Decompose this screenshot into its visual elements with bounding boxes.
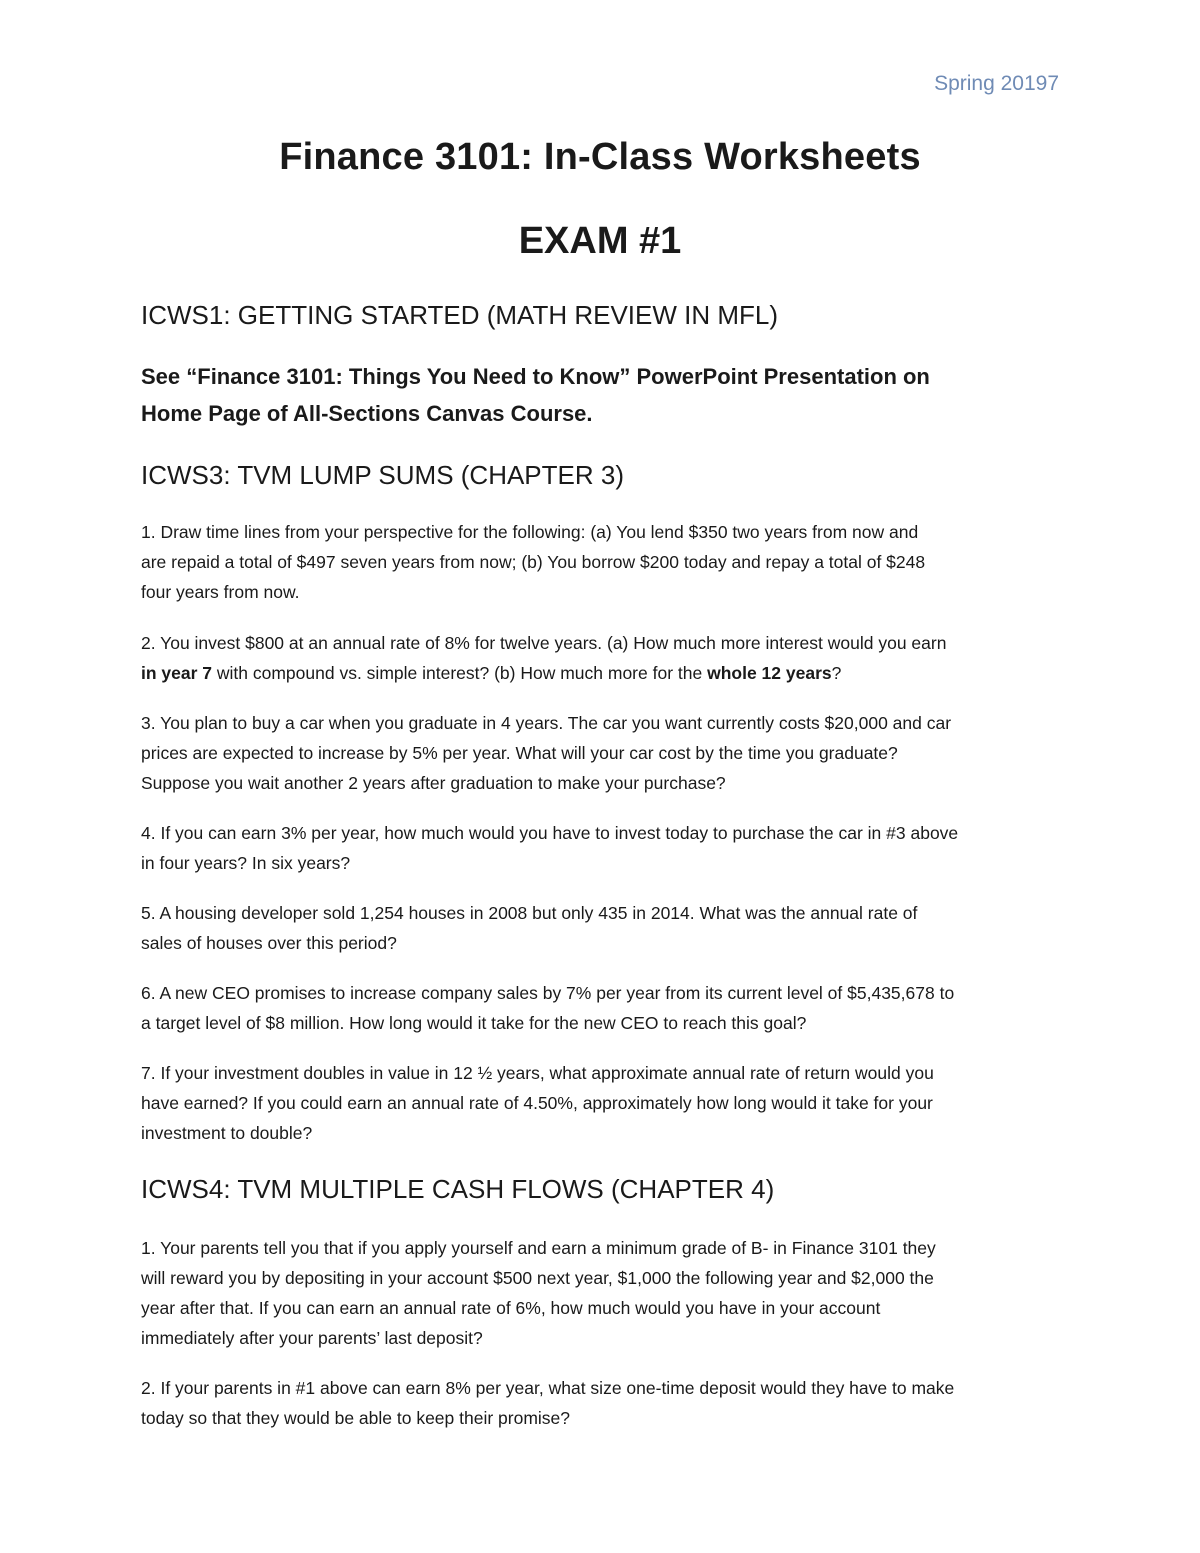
icws3-question-2 — [141, 628, 1061, 688]
question-line: immediately after your parents’ last deposit? — [141, 1328, 483, 1348]
question-line: year after that. If you can earn an annual rate of 6%, how much would you have in your account — [141, 1298, 881, 1318]
icws3-question-6 — [141, 978, 1061, 1038]
question-line — [141, 658, 1061, 688]
question-line: 1. Draw time lines from your perspective for the following: (a) You lend $350 two years from now and — [141, 522, 919, 542]
question-line: four years from now. — [141, 582, 300, 602]
question-line: prices are expected to increase by 5% per year. What will your car cost by the time you graduate? — [141, 743, 898, 763]
question-line: 3. You plan to buy a car when you graduate in 4 years. The car you want currently costs $20,000 and car — [141, 713, 952, 733]
icws1-body — [141, 358, 1061, 432]
question-line: sales of houses over this period? — [141, 933, 397, 953]
question-line: 4. If you can earn 3% per year, how much would you have to invest today to purchase the car in #3 above — [141, 823, 959, 843]
icws4-section — [141, 1174, 1061, 1205]
question-line: a target level of $8 million. How long would it take for the new CEO to reach this goal? — [141, 1013, 807, 1033]
question-line: investment to double? — [141, 1123, 313, 1143]
icws3-question-3 — [141, 708, 1061, 798]
icws3-heading: ICWS3: TVM LUMP SUMS (CHAPTER 3) — [141, 460, 624, 490]
emphasis-text: whole 12 years — [707, 663, 832, 683]
icws3-section — [141, 460, 1061, 491]
question-line: are repaid a total of $497 seven years from now; (b) You borrow $200 today and repay a total of $248 — [141, 552, 926, 572]
icws4-question-1 — [141, 1233, 1061, 1353]
question-line: today so that they would be able to keep their promise? — [141, 1408, 571, 1428]
question-line: in four years? In six years? — [141, 853, 351, 873]
icws1-line-1: See “Finance 3101: Things You Need to Know” PowerPoint Presentation on — [141, 364, 930, 389]
icws4-heading: ICWS4: TVM MULTIPLE CASH FLOWS (CHAPTER 4) — [141, 1174, 775, 1204]
icws3-question-5 — [141, 898, 1061, 958]
question-line: 7. If your investment doubles in value in 12 ½ years, what approximate annual rate of return would you — [141, 1063, 934, 1083]
question-text: with compound vs. simple interest? (b) How much more for the — [212, 663, 708, 683]
document-title: Finance 3101: In-Class Worksheets — [279, 136, 921, 178]
semester-label: Spring 20197 — [934, 72, 1059, 95]
emphasis-text: in year 7 — [141, 663, 213, 683]
icws1-heading: ICWS1: GETTING STARTED (MATH REVIEW IN MFL) — [141, 300, 779, 330]
question-line: will reward you by depositing in your account $500 next year, $1,000 the following year and $2,000 the — [141, 1268, 934, 1288]
exam-heading: EXAM #1 — [518, 220, 682, 262]
question-line: 5. A housing developer sold 1,254 houses in 2008 but only 435 in 2014. What was the annual rate of — [141, 903, 918, 923]
question-line: 2. If your parents in #1 above can earn 8% per year, what size one-time deposit would they have to make — [141, 1378, 955, 1398]
question-line: Suppose you wait another 2 years after graduation to make your purchase? — [141, 773, 726, 793]
icws1-line-2: Home Page of All-Sections Canvas Course. — [141, 401, 593, 426]
question-line: 6. A new CEO promises to increase company sales by 7% per year from its current level of $5,435,678 to — [141, 983, 955, 1003]
icws1-section — [141, 300, 1061, 331]
question-text: ? — [831, 663, 842, 683]
icws3-question-1 — [141, 517, 1061, 607]
icws4-question-2 — [141, 1373, 1061, 1433]
icws3-question-4 — [141, 818, 1061, 878]
question-line: have earned? If you could earn an annual rate of 4.50%, approximately how long would it take for your — [141, 1093, 933, 1113]
question-line: 1. Your parents tell you that if you apply yourself and earn a minimum grade of B- in Finance 3101 they — [141, 1238, 936, 1258]
question-line: 2. You invest $800 at an annual rate of 8% for twelve years. (a) How much more interest would you earn — [141, 633, 947, 653]
icws3-question-7 — [141, 1058, 1061, 1148]
